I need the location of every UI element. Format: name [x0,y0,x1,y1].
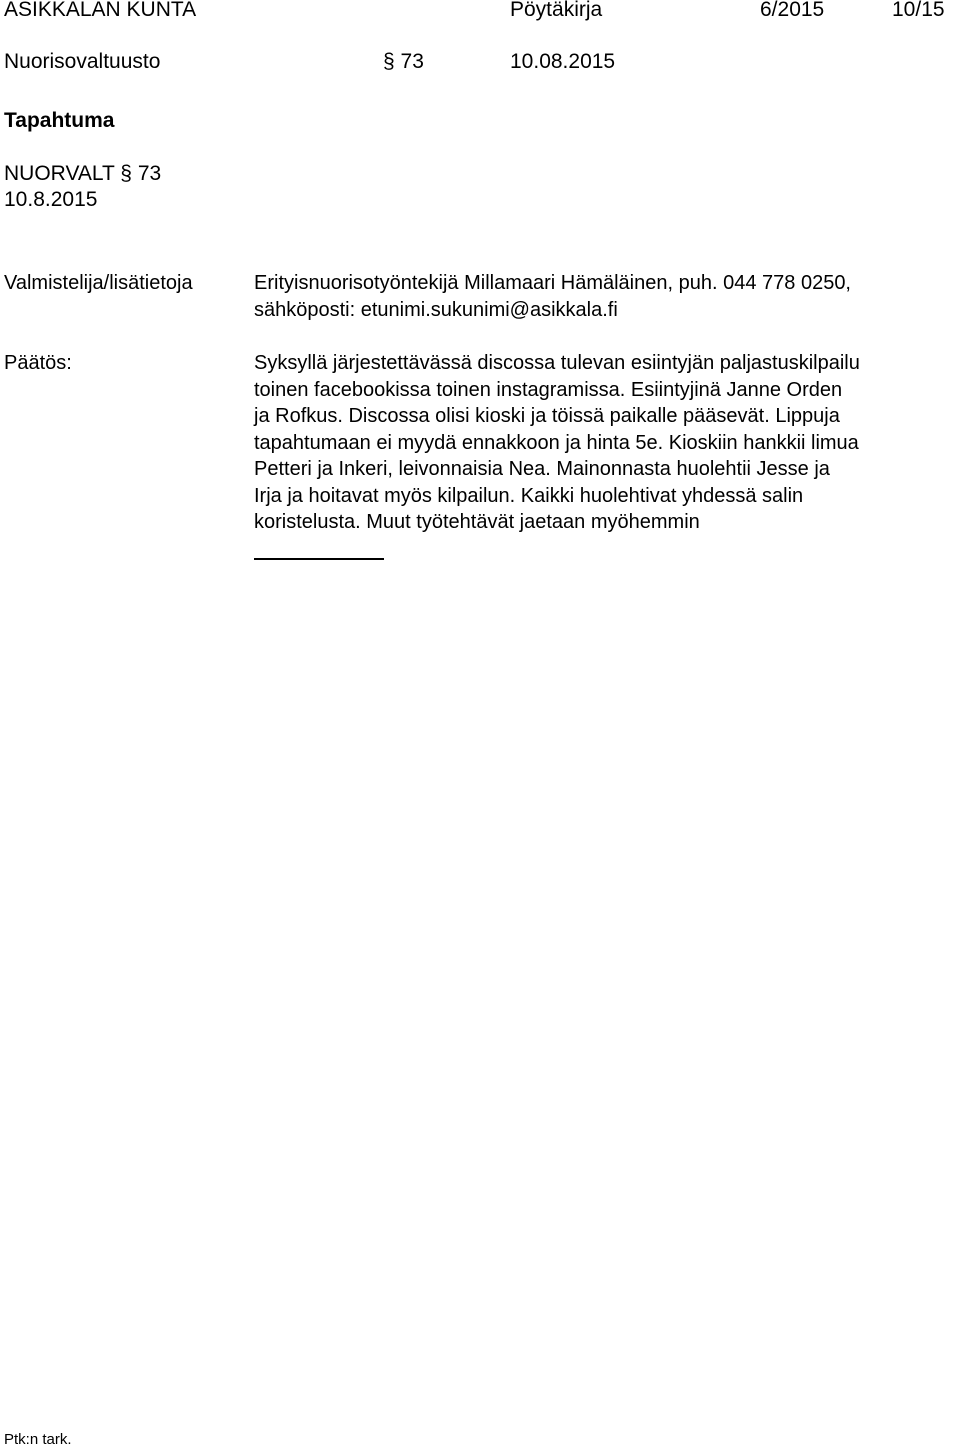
decision-line: Syksyllä järjestettävässä discossa tulevan esiintyjän paljastuskilpailu [254,352,860,374]
decision-line: toinen facebookissa toinen instagramissa. Esiintyjinä Janne Orden [254,378,843,401]
reference-line-2: 10.8.2015 [4,188,98,211]
decision-line: ja Rofkus. Discossa olisi kioski ja töissä paikalle pääsevät. Lippuja [254,405,840,427]
decision-label: Päätös: [4,352,72,374]
preparer-info [254,270,954,323]
meeting-date: 10.08.2015 [510,50,616,73]
municipality-name: ASIKKALAN KUNTA [4,0,197,21]
reference-line-1: NUORVALT § 73 [4,162,162,185]
closing-rule [254,558,384,560]
page-number: 10/15 [892,0,945,21]
decision-line: Irja ja hoitavat myös kilpailun. Kaikki huolehtivat yhdessä salin [254,484,804,507]
section-number: § 73 [383,50,424,73]
body-name: Nuorisovaltuusto [4,50,161,73]
decision-text [254,350,954,536]
preparer-label: Valmistelija/lisätietoja [4,272,193,294]
preparer-line: sähköposti: etunimi.sukunimi@asikkala.fi [254,298,618,321]
preparer-line: Erityisnuorisotyöntekijä Millamaari Hämäläinen, puh. 044 778 0250, [254,272,851,294]
item-title: Tapahtuma [4,109,115,132]
decision-line: koristelusta. Muut työtehtävät jaetaan myöhemmin [254,511,700,533]
document-number: 6/2015 [760,0,825,21]
minutes-checker-label: Ptk:n tark. [4,1431,72,1448]
decision-line: tapahtumaan ei myydä ennakkoon ja hinta 5e. Kioskiin hankkii limua [254,431,859,454]
decision-line: Petteri ja Inkeri, leivonnaisia Nea. Mainonnasta huolehtii Jesse ja [254,458,830,480]
document-type: Pöytäkirja [510,0,603,21]
